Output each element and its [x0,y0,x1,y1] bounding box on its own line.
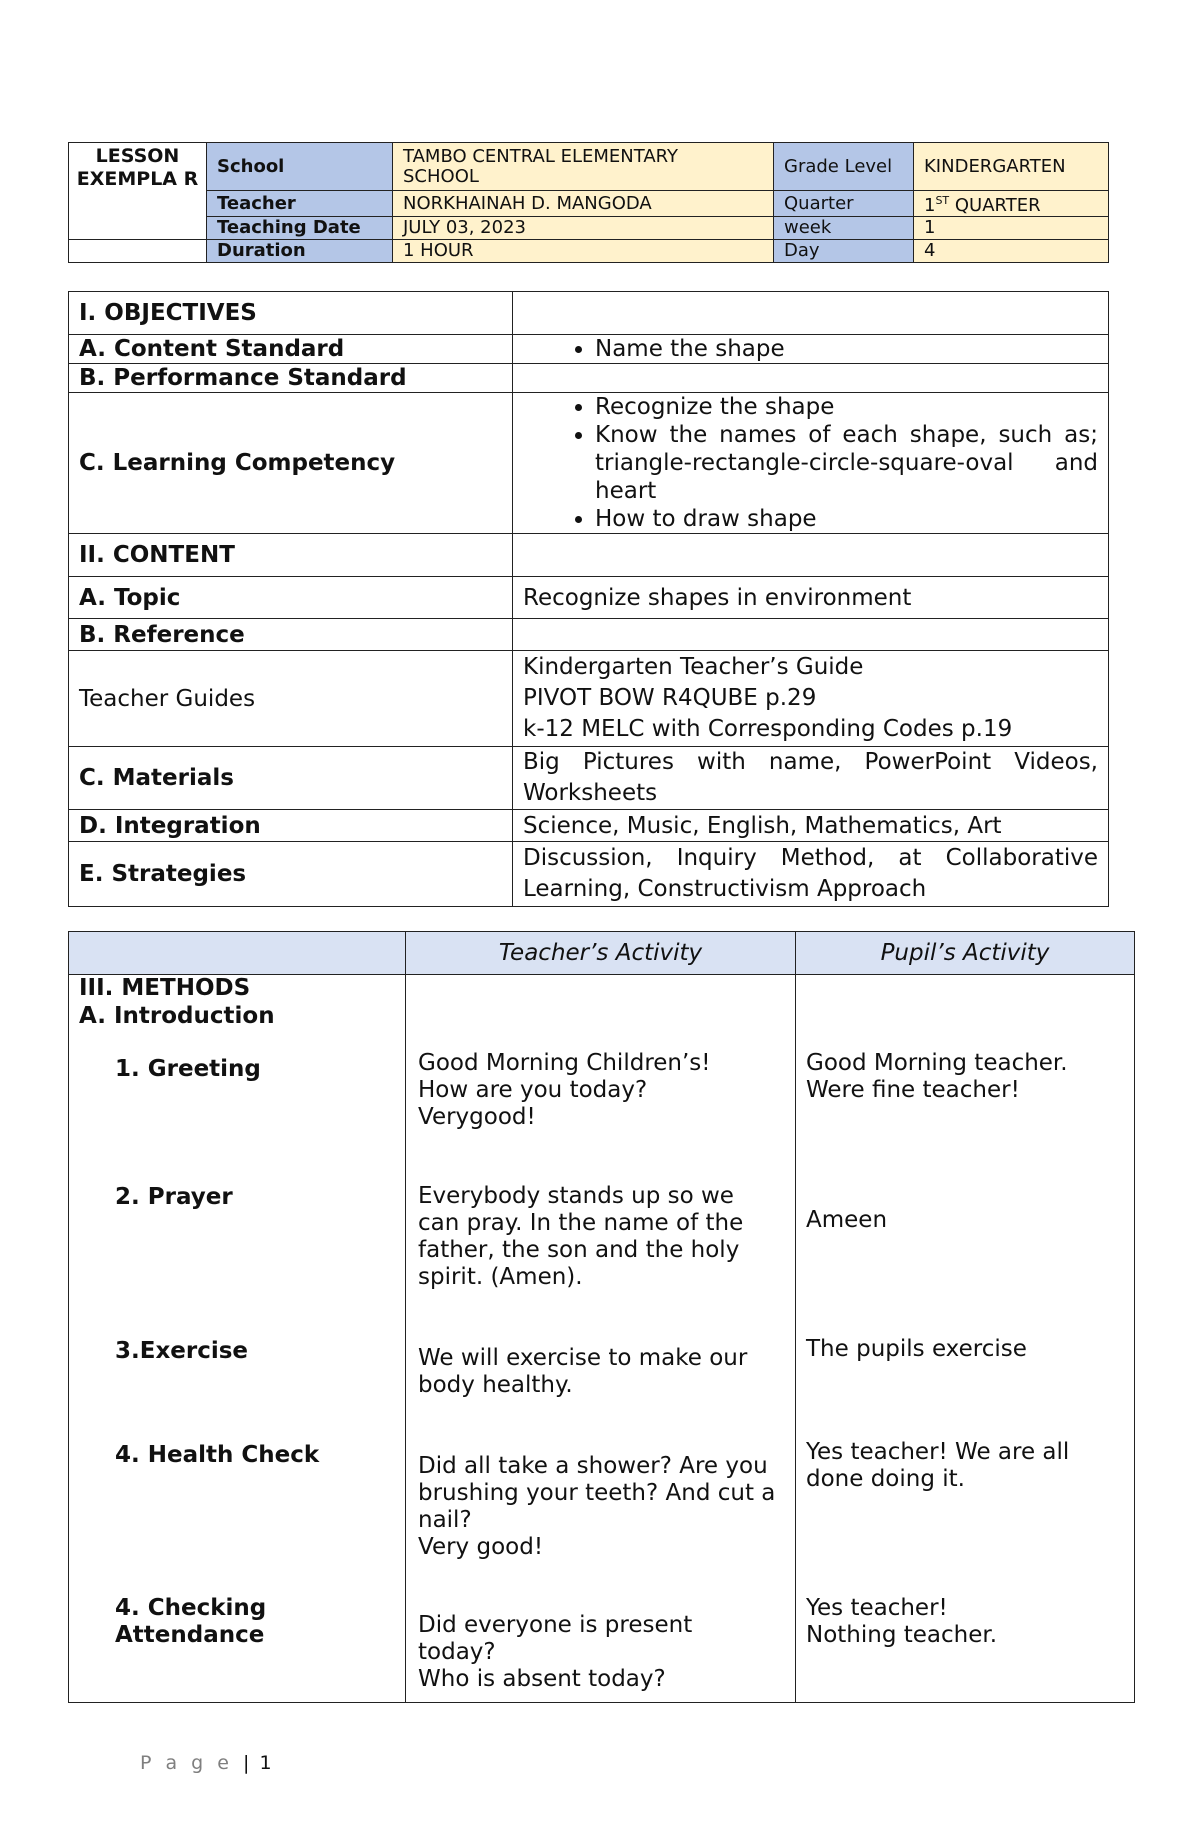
teacher-activity-header: Teacher’s Activity [406,932,796,975]
teacher-guides-label: Teacher Guides [69,651,513,747]
quarter-label: Quarter [774,191,914,217]
page-footer [140,1752,272,1774]
lesson-header-table [68,142,1109,263]
week-label: week [774,217,914,240]
page-word: P a g e [140,1752,233,1774]
greeting-pupil-text: Good Morning teacher. Were fine teacher! [806,1050,1068,1103]
exercise-label: 3.Exercise [115,1338,249,1364]
quarter-value: 1ST QUARTER [914,191,1109,217]
greeting-teacher-text: Good Morning Children’s! How are you today? Verygood! [418,1050,711,1130]
grade-level-value: KINDERGARTEN [914,143,1109,191]
prayer-label: 2. Prayer [115,1184,233,1210]
content-heading: II. CONTENT [69,534,513,577]
day-value: 4 [914,240,1109,263]
health-check-teacher-text: Did all take a shower? Are you brushing your teeth? And cut a nail? Very good! [418,1453,776,1560]
day-label: Day [774,240,914,263]
content-standard-label: A. Content Standard [69,335,513,364]
pupil-activity-header: Pupil’s Activity [796,932,1135,975]
teacher-value: NORKHAINAH D. MANGODA [393,191,774,217]
introduction-heading: A. Introduction [79,1003,275,1029]
school-label: School [207,143,393,191]
integration-label: D. Integration [69,810,513,842]
prayer-teacher-text: Everybody stands up so we can pray. In the name of the father, the son and the holy spirit. (Amen). [418,1183,744,1290]
pupil-activity-column [796,975,1135,1703]
lesson-exemplar-label: LESSON EXEMPLA R [69,143,207,240]
methods-heading: III. METHODS [79,975,251,1001]
exercise-teacher-text: We will exercise to make our body healthy. [418,1345,748,1398]
health-check-pupil-text: Yes teacher! We are all done doing it. [806,1439,1070,1492]
week-value: 1 [914,217,1109,240]
grade-level-label: Grade Level [774,143,914,191]
duration-value: 1 HOUR [393,240,774,263]
content-standard-value: • Name the shape [513,335,1109,364]
teacher-label: Teacher [207,191,393,217]
objectives-heading: I. OBJECTIVES [69,292,513,335]
checking-attendance-label: 4. Checking Attendance [115,1595,267,1648]
strategies-value: Discussion, Inquiry Method, at Collaborative Learning, Constructivism Approach [513,842,1109,907]
attendance-pupil-text: Yes teacher! Nothing teacher. [806,1595,998,1648]
prayer-pupil-text: Ameen [806,1207,888,1233]
page-number: 1 [259,1752,272,1774]
learning-competency-label: C. Learning Competency [69,393,513,534]
performance-standard-label: B. Performance Standard [69,364,513,393]
learning-competency-value: • Recognize the shape • Know the names of each shape, such as; triangle-rectangle-circle-square-oval and heart • How to draw shape [513,393,1109,534]
materials-value: Big Pictures with name, PowerPoint Videos, Worksheets [513,747,1109,810]
strategies-label: E. Strategies [69,842,513,907]
greeting-label: 1. Greeting [115,1056,261,1082]
reference-label: B. Reference [69,619,513,651]
school-value: TAMBO CENTRAL ELEMENTARY SCHOOL [393,143,774,191]
topic-label: A. Topic [69,577,513,619]
methods-steps-column [69,975,406,1703]
exercise-pupil-text: The pupils exercise [806,1336,1027,1362]
objectives-table [68,291,1109,907]
topic-value: Recognize shapes in environment [513,577,1109,619]
materials-label: C. Materials [69,747,513,810]
attendance-teacher-text: Did everyone is present today? Who is absent today? [418,1612,693,1692]
health-check-label: 4. Health Check [115,1442,320,1468]
methods-table [68,931,1135,1703]
teaching-date-value: JULY 03, 2023 [393,217,774,240]
teacher-guides-value: Kindergarten Teacher’s Guide PIVOT BOW R4QUBE p.29 k-12 MELC with Corresponding Codes p.19 [513,651,1109,747]
teaching-date-label: Teaching Date [207,217,393,240]
integration-value: Science, Music, English, Mathematics, Art [513,810,1109,842]
teacher-activity-column [406,975,796,1703]
duration-label: Duration [207,240,393,263]
page-separator: | [243,1752,250,1774]
